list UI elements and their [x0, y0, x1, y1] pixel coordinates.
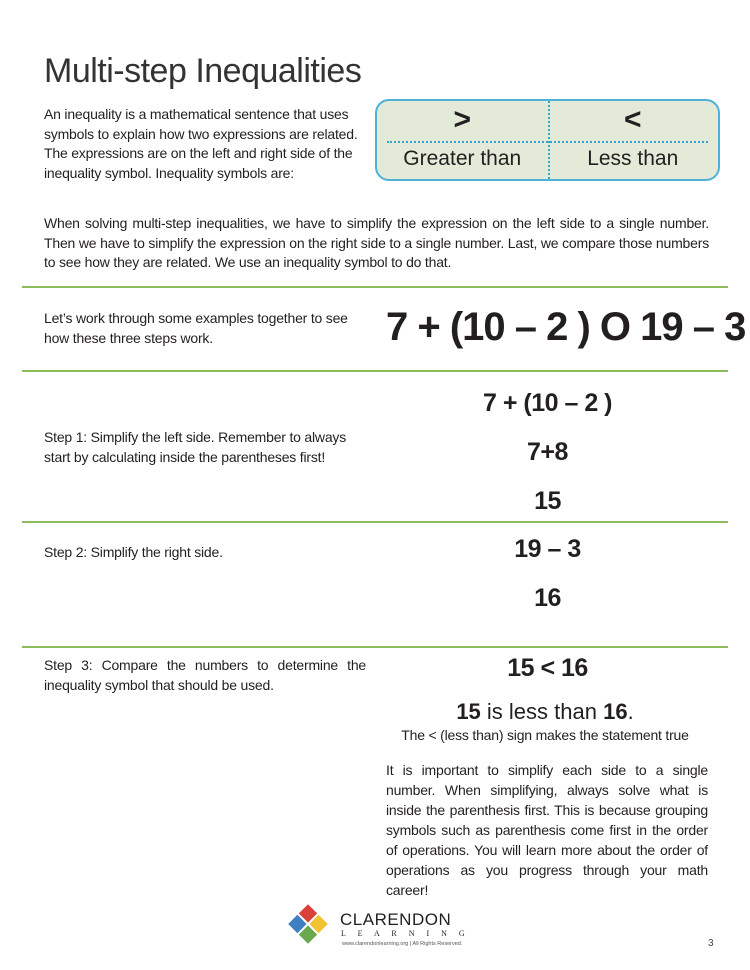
- step-3-work: 15 < 16: [507, 654, 588, 682]
- puzzle-logo-icon: [287, 903, 329, 945]
- step-1-result: 15: [534, 487, 561, 515]
- step-1-text: Step 1: Simplify the left side. Remember to always start by calculating inside the parentheses first!: [44, 429, 347, 465]
- step-2-text: Step 2: Simplify the right side.: [44, 544, 223, 560]
- brand-tagline: www.clarendonlearning.org | All Rights Reserved.: [342, 941, 463, 947]
- less-than-symbol: <: [623, 103, 642, 136]
- page-title: Multi-step Inequalities: [44, 52, 362, 90]
- divider: [22, 370, 728, 372]
- conclusion-right: 16: [603, 699, 628, 724]
- divider: [22, 286, 728, 288]
- conclusion: [380, 699, 710, 725]
- divider: [22, 646, 728, 648]
- step-3-text: Step 3: Compare the numbers to determine the inequality symbol that should be used.: [44, 657, 366, 693]
- step-2-work: 19 – 3: [514, 535, 581, 563]
- example-expression: 7 + (10 – 2 ) O 19 – 3: [386, 305, 746, 349]
- closing-text: It is important to simplify each side to a single number. When simplifying, always solve what is inside the parenthesis first. This is because grouping symbols such as parenthesis come first in the order of operations. You will learn more about the order of operations as you progress through your math career!: [386, 762, 708, 898]
- step-2-result: 16: [534, 584, 561, 612]
- conclusion-note: The < (less than) sign makes the statement true: [401, 727, 689, 743]
- conclusion-end: .: [627, 699, 634, 724]
- intro-text: An inequality is a mathematical sentence that uses symbols to explain how two expressions are related. The expressions are on the left and right side of the inequality symbol. Inequality symbols are:: [44, 106, 358, 181]
- example-text: Let’s work through some examples together to see how these three steps work.: [44, 310, 348, 346]
- step-1-work: 7+8: [527, 438, 568, 466]
- greater-than-symbol: >: [453, 103, 472, 136]
- explanation-text: When solving multi-step inequalities, we have to simplify the expression on the left side to a single number. Then we have to simplify the expression on the right side to a single number. Last, we compare those numbers to see how they are related. We use an inequality symbol to do that.: [44, 215, 709, 270]
- page-number: 3: [708, 938, 714, 949]
- divider: [22, 521, 728, 523]
- step-1-work: 7 + (10 – 2 ): [483, 389, 612, 417]
- conclusion-middle: is less than: [480, 699, 604, 724]
- divider: [387, 141, 708, 143]
- inequality-symbols-box: [375, 99, 720, 181]
- clarendon-logo: [287, 903, 329, 950]
- less-than-label: Less than: [587, 147, 679, 170]
- conclusion-left: 15: [456, 699, 481, 724]
- brand-name: CLARENDON: [340, 910, 452, 929]
- greater-than-label: Greater than: [403, 147, 522, 170]
- brand-sub: L E A R N I N G: [341, 929, 470, 938]
